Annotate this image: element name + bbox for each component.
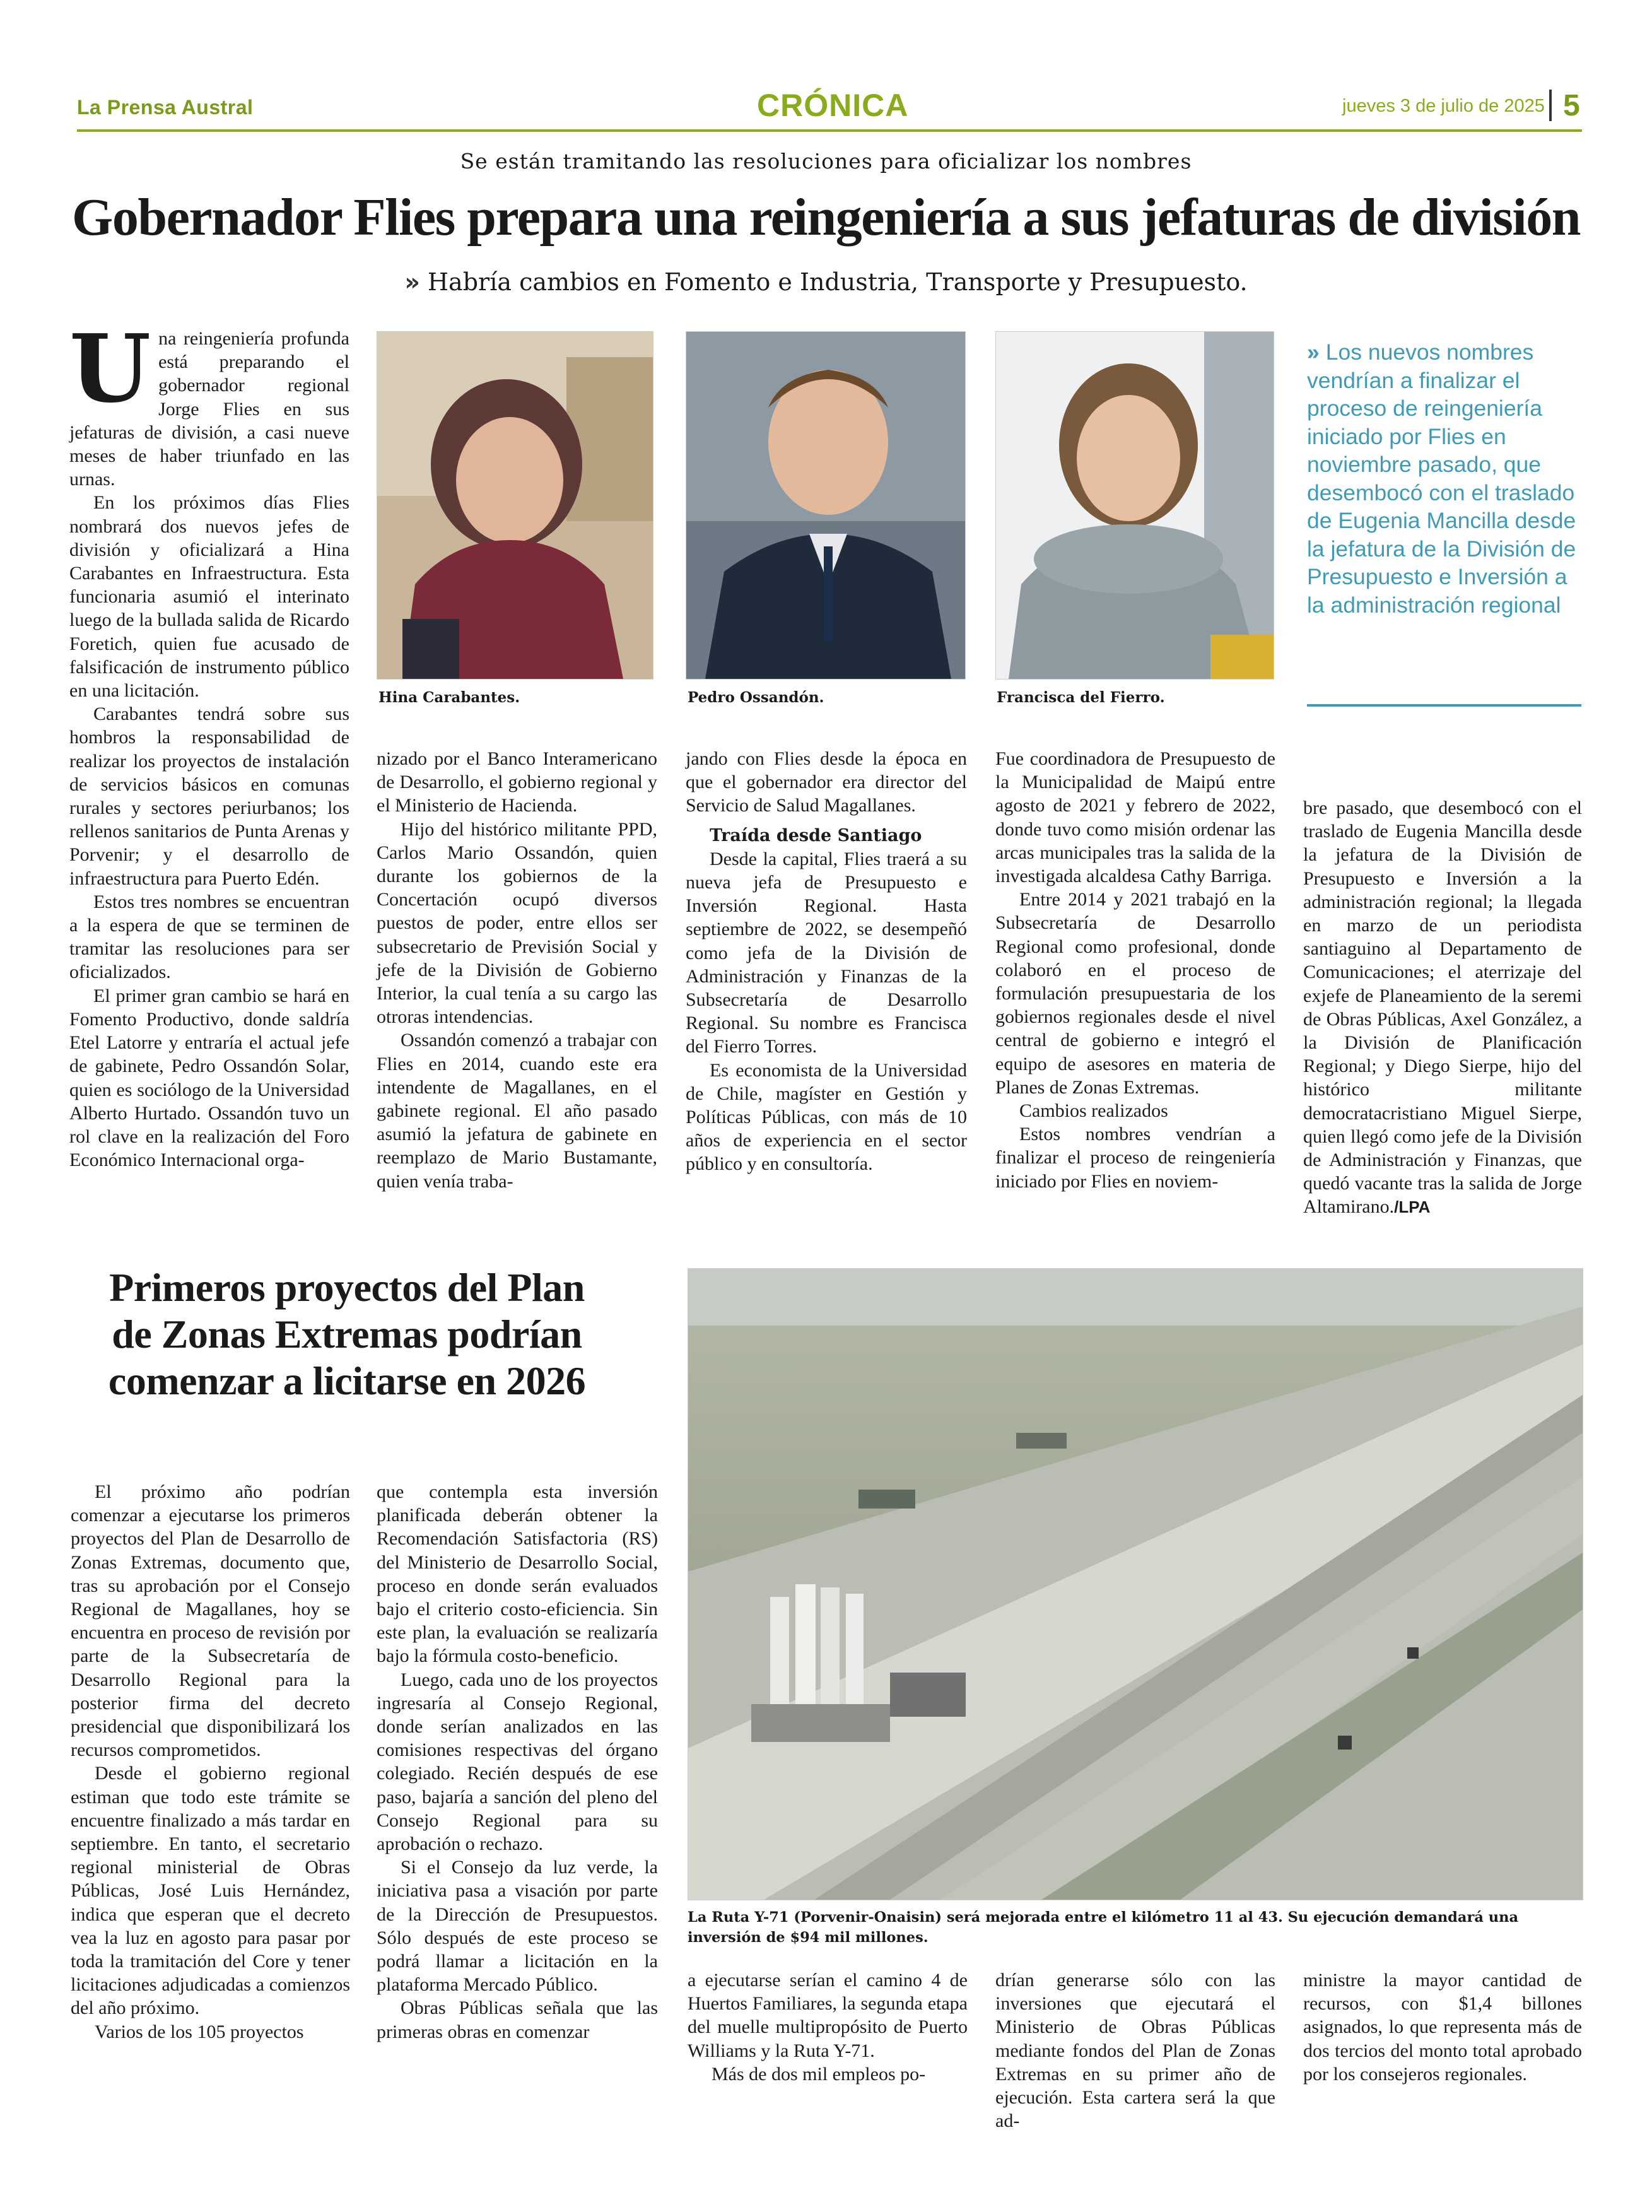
portrait-image — [686, 332, 965, 679]
portrait-image — [996, 332, 1274, 679]
article1-headline: Gobernador Flies prepara una reingeniería a sus jefaturas de división — [72, 188, 1580, 247]
paragraph: nizado por el Banco Interamericano de Desarrollo, el gobierno regional y el Ministerio de Hacienda. — [377, 748, 657, 816]
section-title: CRÓNICA — [757, 88, 909, 123]
photo-caption: Hina Carabantes. — [378, 689, 520, 706]
newspaper-brand: La Prensa Austral — [77, 96, 254, 119]
paragraph: Estos tres nombres se encuentran a la espera de que se terminen de tramitar las resoluciones para ser oficializados. — [69, 891, 349, 983]
paragraph: El primer gran cambio se hará en Fomento Productivo, donde saldría Etel Latorre y entraría el actual jefe de gabinete, Pedro Ossandón Solar, quien es sociólogo de la Universidad Alberto Hurtado. Ossandón tuvo un rol clave en la realización del Foro Económico Internacional orga- — [69, 985, 349, 1171]
aerial-photo-ruta-y71 — [688, 1268, 1583, 1900]
paragraph: que contempla esta inversión planificada deberán obtener la Recomendación Satisfactoria (RS) del Ministerio de Desarrollo Social, proceso en donde serán evaluados bajo el criterio costo-eficiencia. Sin este plan, la evaluación se realizaría bajo la fórmula costo-beneficio. — [377, 1481, 658, 1667]
pull-quote-rule — [1307, 704, 1581, 707]
drop-cap: U — [69, 314, 151, 423]
paragraph-text: bre pasado, que desembocó con el traslado de Eugenia Mancilla desde la jefatura de la División de Presupuesto e Inversión a la administración regional; la llegada en marzo de un periodista santiaguino al Departamento de Comunicaciones; el aterrizaje del exjefe de Planeamiento de la seremi de Obras Públicas, Axel González, a la División de Planificación Regional; y Diego Sierpe, hijo del histórico militante democratacristiano Miguel Sierpe, quien llegó como jefe de la División de Administración y Finanzas, que quedó vacante tras la salida de Jorge Altamirano. — [1303, 797, 1582, 1218]
paragraph: na reingeniería profunda está preparando el gobernador regional Jorge Flies en sus jefaturas de división, a casi nueve meses de haber triunfado en las urnas. — [69, 328, 349, 490]
paragraph: Ossandón comenzó a trabajar con Flies en 2014, cuando este era intendente de Magallanes, en el gabinete regional. El año pasado asumió la jefatura de gabinete en reemplazo de Mario Bustamante, quien venía traba- — [377, 1030, 657, 1192]
paragraph: Hijo del histórico militante PPD, Carlos Mario Ossandón, quien durante los gobiernos de la Concertación ocupó diversos puestos de poder, entre ellos ser subsecretario de Previsión Social y jefe de la División de Gobierno Interior, la cual tenía a su cargo las otroras intendencias. — [377, 818, 657, 1028]
paragraph: Si el Consejo da luz verde, la iniciativa pasa a visación por parte de la Dirección de Presupuestos. Sólo después de este proceso se podrá llamar a licitación en la plataforma Mercado Público. — [377, 1857, 658, 1996]
double-chevron-icon: » — [404, 268, 420, 296]
photo-hina-carabantes — [377, 331, 653, 679]
paragraph: ministre la mayor cantidad de recursos, con $1,4 billones asignados, lo que representa más de dos tercios del monto total aprobado por los consejeros regionales. — [1303, 1970, 1582, 2085]
paragraph: jando con Flies desde la época en que el gobernador era director del Servicio de Salud Magallanes. — [686, 748, 967, 816]
photo-caption: La Ruta Y-71 (Porvenir-Onaisin) será mejorada entre el kilómetro 11 al 43. Su ejecución demandará una inversión de $94 mil millones. — [688, 1909, 1519, 1946]
article2-column-5 — [1303, 1968, 1582, 2086]
paragraph: Obras Públicas señala que las primeras obras en comenzar — [377, 1997, 658, 2042]
subheading: Cambios realizados — [1019, 1100, 1168, 1122]
article1-subhead-text: Habría cambios en Fomento e Industria, Transporte y Presupuesto. — [427, 268, 1248, 296]
article2-column-4 — [995, 1968, 1275, 2133]
article1-column-4 — [995, 747, 1275, 1193]
paragraph: Desde el gobierno regional estiman que todo este trámite se encuentre finalizado a más tardar en septiembre. En tanto, el secretario regional ministerial de Obras Públicas, José Luis Hernández, indica que esperan que el decreto vea la luz en agosto para pasar por toda la tramitación del Core y tener licitaciones adjudicadas a comienzos del año próximo. — [71, 1763, 350, 2019]
double-chevron-icon: » — [1307, 339, 1320, 365]
article1-column-3 — [686, 747, 967, 1176]
paragraph: En los próximos días Flies nombrará dos nuevos jefes de división y oficializará a Hina Carabantes en Infraestructura. Esta funcionaria asumió el interinato luego de la bullada salida de Ricardo Foretich, quien fue acusado de falsificación de instrumento público en una licitación. — [69, 492, 349, 702]
header-separator — [1549, 90, 1552, 121]
article2-headline: Primeros proyectos del Plan de Zonas Extremas podrían comenzar a licitarse en 2026 — [108, 1265, 586, 1403]
aerial-road-image — [688, 1269, 1583, 1900]
article1-column-2 — [377, 747, 657, 1193]
paragraph: Varios de los 105 proyectos — [95, 2021, 304, 2042]
article1-column-1 — [69, 314, 349, 1172]
paragraph: Entre 2014 y 2021 trabajó en la Subsecretaría de Desarrollo Regional como profesional, donde colaboró en el proceso de formulación presupuestaria de los gobiernos regionales desde el nivel central de gobierno e integró el equipo de asesores en materia de Planes de Zonas Extremas. — [995, 889, 1275, 1098]
photo-caption: Pedro Ossandón. — [688, 689, 824, 706]
article1-column-5 — [1303, 796, 1582, 1220]
paragraph: Fue coordinadora de Presupuesto de la Municipalidad de Maipú entre agosto de 2021 y febrero de 2022, donde tuvo como misión ordenar las arcas municipales tras la salida de la investigada alcaldesa Cathy Barriga. — [995, 748, 1275, 887]
paragraph: Es economista de la Universidad de Chile, magíster en Gestión y Políticas Públicas, con más de 10 años de experiencia en el sector público y en consultoría. — [686, 1059, 967, 1175]
article2-column-1 — [71, 1480, 350, 2044]
pull-quote-text: Los nuevos nombres vendrían a finalizar el proceso de reingeniería iniciado por Flies en noviembre pasado, que desembocó con el traslado de Eugenia Mancilla desde la jefatura de la División de Presupuesto e Inversión a la administración regional — [1307, 339, 1576, 618]
subheading: Traída desde Santiago — [710, 825, 922, 845]
paragraph: Desde la capital, Flies traerá a su nueva jefa de Presupuesto e Inversión Regional. Hasta septiembre de 2022, se desempeñó como jefa de la División de Administración y Finanzas de la Subsecretaría de Desarrollo Regional. Su nombre es Francisca del Fierro Torres. — [686, 848, 967, 1057]
photo-francisca-del-fierro — [995, 331, 1274, 679]
paragraph: Carabantes tendrá sobre sus hombros la responsabilidad de realizar los proyectos de instalación de servicios básicos en comunas rurales y sectores periurbanos; los rellenos sanitarios de Punta Arenas y Porvenir; y el desarrollo de infraestructura para Puerto Edén. — [69, 703, 349, 889]
article1-subhead — [0, 268, 1652, 296]
paragraph: El próximo año podrían comenzar a ejecutarse los primeros proyectos del Plan de Desarrollo de Zonas Extremas, documento que, tras su aprobación por el Consejo Regional de Magallanes, hoy se encuentra en proceso de revisión por parte de la Subsecretaría de Desarrollo Regional para la posterior firma del decreto presidencial que disponibilizará los recursos comprometidos. — [71, 1481, 350, 1761]
pull-quote — [1307, 338, 1581, 619]
paragraph: drían generarse sólo con las inversiones que ejecutará el Ministerio de Obras Públicas mediante fondos del Plan de Zonas Extremas en su primer año de ejecución. Esta cartera será la que ad- — [995, 1970, 1275, 2132]
photo-pedro-ossandon — [686, 331, 966, 679]
portrait-image — [377, 332, 653, 679]
paragraph — [1303, 796, 1582, 1220]
article2-column-3 — [688, 1968, 968, 2086]
header-rule — [77, 129, 1582, 132]
author-signature: /LPA — [1394, 1197, 1431, 1217]
article1-kicker: Se están tramitando las resoluciones para oficializar los nombres — [460, 149, 1192, 174]
page-number: 5 — [1563, 89, 1580, 122]
issue-date: jueves 3 de julio de 2025 — [1342, 96, 1545, 116]
paragraph: a ejecutarse serían el camino 4 de Huertos Familiares, la segunda etapa del muelle multipropósito de Puerto Williams y la Ruta Y-71. — [688, 1970, 968, 2061]
paragraph: Estos nombres vendrían a finalizar el proceso de reingeniería iniciado por Flies en noviem- — [995, 1124, 1275, 1192]
paragraph: Más de dos mil empleos po- — [712, 2063, 926, 2085]
paragraph: Luego, cada uno de los proyectos ingresaría al Consejo Regional, donde serían analizados en las comisiones respectivas del órgano colegiado. Recién después de ese paso, bajaría a sanción del pleno del Consejo Regional para su aprobación o rechazo. — [377, 1669, 658, 1855]
article2-column-2 — [377, 1480, 658, 2044]
photo-caption: Francisca del Fierro. — [997, 689, 1165, 706]
